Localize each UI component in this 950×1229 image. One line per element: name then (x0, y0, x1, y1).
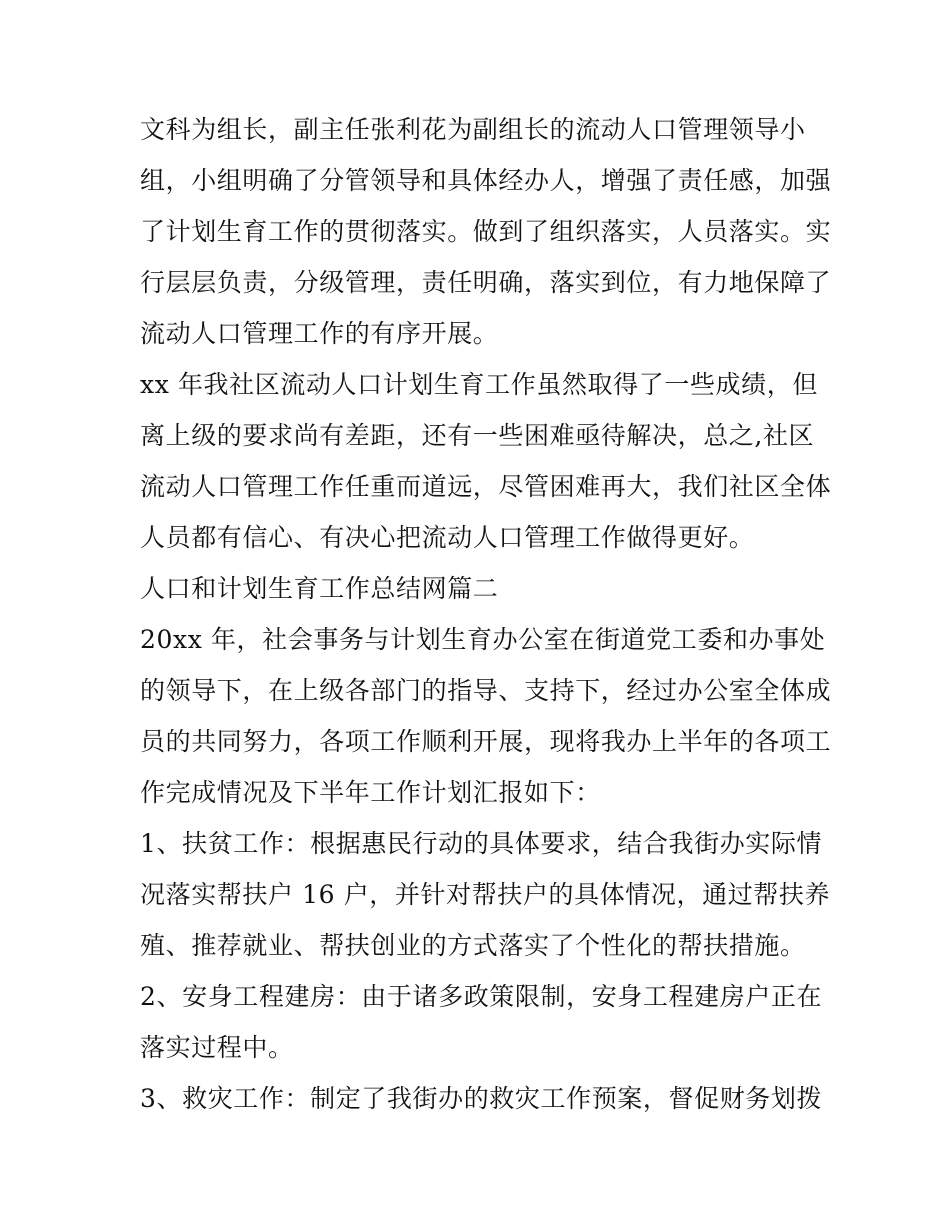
text-line: 流动人口管理工作的有序开展。 (140, 319, 499, 348)
text-line: 2、安身工程建房：由于诸多政策限制，安身工程建房户正在 (140, 982, 823, 1011)
text-line: 离上级的要求尚有差距，还有一些困难亟待解决，总之,社区 (140, 421, 815, 450)
text-line: 1、扶贫工作：根据惠民行动的具体要求，结合我街办实际情 (140, 829, 823, 858)
text-line: 20xx 年，社会事务与计划生育办公室在街道党工委和办事处 (140, 625, 826, 654)
text-line: 人员都有信心、有决心把流动人口管理工作做得更好。 (140, 523, 755, 552)
text-line: 行层层负责，分级管理，责任明确，落实到位，有力地保障了 (140, 268, 832, 297)
text-line: 殖、推荐就业、帮扶创业的方式落实了个性化的帮扶措施。 (140, 931, 806, 960)
text-line: 作完成情况及下半年工作计划汇报如下： (140, 778, 601, 807)
text-line: 3、救灾工作：制定了我街办的救灾工作预案，督促财务划拨 (140, 1084, 823, 1113)
text-line: 的领导下，在上级各部门的指导、支持下，经过办公室全体成 (140, 676, 832, 705)
text-line: 落实过程中。 (140, 1033, 294, 1062)
text-line: xx 年我社区流动人口计划生育工作虽然取得了一些成绩，但 (140, 370, 818, 399)
section-heading: 人口和计划生育工作总结网篇二 (140, 574, 499, 603)
text-line: 了计划生育工作的贯彻落实。做到了组织落实，人员落实。实 (140, 217, 832, 246)
text-line: 流动人口管理工作任重而道远，尽管困难再大，我们社区全体 (140, 472, 832, 501)
text-line: 况落实帮扶户 16 户，并针对帮扶户的具体情况，通过帮扶养 (140, 880, 831, 909)
text-line: 组，小组明确了分管领导和具体经办人，增强了责任感，加强 (140, 166, 832, 195)
text-line: 员的共同努力，各项工作顺利开展，现将我办上半年的各项工 (140, 727, 832, 756)
text-line: 文科为组长，副主任张利花为副组长的流动人口管理领导小 (140, 115, 806, 144)
